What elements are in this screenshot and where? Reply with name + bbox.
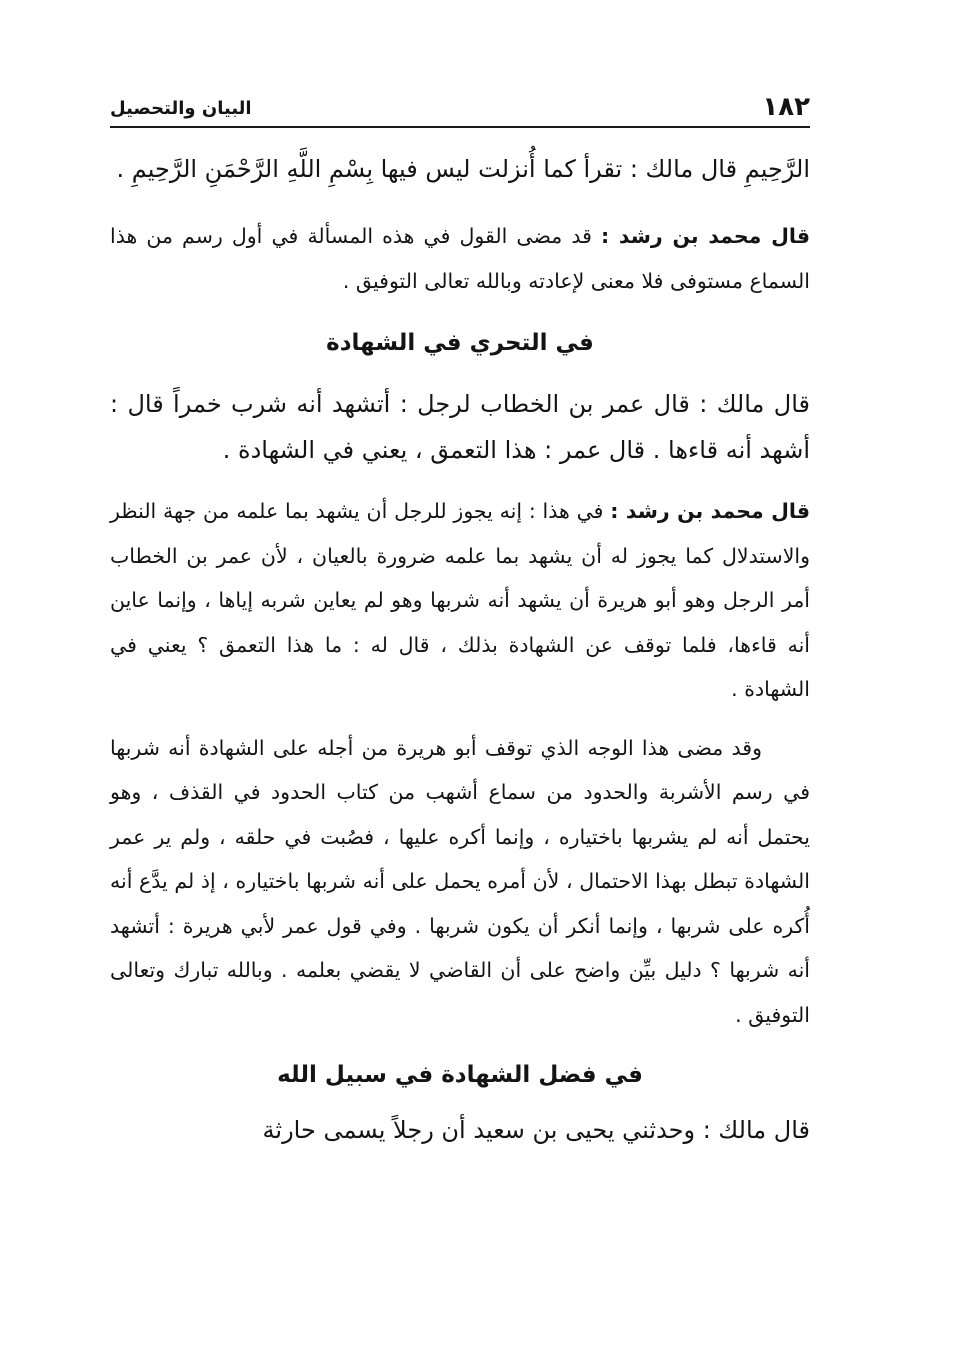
book-page: [110, 78, 810, 1153]
paragraph-continuation: الرَّحِيمِ قال مالك : تقرأ كما أُنزلت ليس فيها بِسْمِ اللَّهِ الرَّحْمَنِ الرَّحِيمِ .: [116, 155, 810, 183]
paragraph-text: في هذا : إنه يجوز للرجل أن يشهد بما علمه من جهة النظر والاستدلال كما يجوز له أن يشهد بما علمه ضرورة بالعيان ، لأن عمر بن الخطاب أمر الرجل وهو أبو هريرة أن يشهد أنه شربها وهو لم يعاين شربه إياها ، وإنما عاين أنه قاءها، فلما توقف عن الشهادة بذلك ، قال له : ما هذا التعمق ؟ يعني في الشهادة .: [110, 499, 810, 701]
paragraph-ibn-rushd-commentary-1: [110, 214, 810, 303]
paragraph-text: قد مضى القول في هذه المسألة في أول رسم من هذا السماع مستوفى فلا معنى لإعادته وبالله تعالى التوفيق .: [110, 224, 810, 293]
speaker-label: قال محمد بن رشد :: [610, 499, 810, 523]
section-heading-martyrdom-virtue: في فضل الشهادة في سبيل الله: [277, 1062, 643, 1088]
running-header: [110, 78, 810, 128]
paragraph-discussion: وقد مضى هذا الوجه الذي توقف أبو هريرة من أجله على الشهادة أنه شربها في رسم الأشربة والحدود من سماع أشهب من كتاب الحدود في القذف ، وهو يحتمل أنه لم يشربها باختياره ، وإنما أكره عليها ، فصُبت في حلقه ، ولم ير عمر الشهادة تبطل بهذا الاحتمال ، لأن أمره يحمل على أنه شربها باختياره ، إذ لم يدَّع أنه أُكره على شربها ، وإنما أنكر أن يكون شربها . وفي قول عمر لأبي هريرة : أتشهد أنه شربها ؟ دليل بيِّن واضح على أن القاضي لا يقضي بعلمه . وبالله تبارك وتعالى التوفيق .: [110, 735, 810, 1027]
speaker-label: قال محمد بن رشد :: [601, 224, 811, 248]
section-heading-testimony-inquiry: في التحري في الشهادة: [326, 330, 594, 356]
paragraph-ibn-rushd-commentary-2: [110, 489, 810, 712]
book-title: البيان والتحصيل: [110, 98, 252, 119]
paragraph-malik-yahya-narration: قال مالك : وحدثني يحيى بن سعيد أن رجلاً يسمى حارثة: [262, 1116, 810, 1144]
page-body: [110, 146, 810, 1153]
page-number: ١٨٢: [762, 92, 810, 122]
paragraph-malik-narration: قال مالك : قال عمر بن الخطاب لرجل : أتشهد أنه شرب خمراً قال : أشهد أنه قاءها . قال عمر : هذا التعمق ، يعني في الشهادة .: [110, 390, 810, 464]
